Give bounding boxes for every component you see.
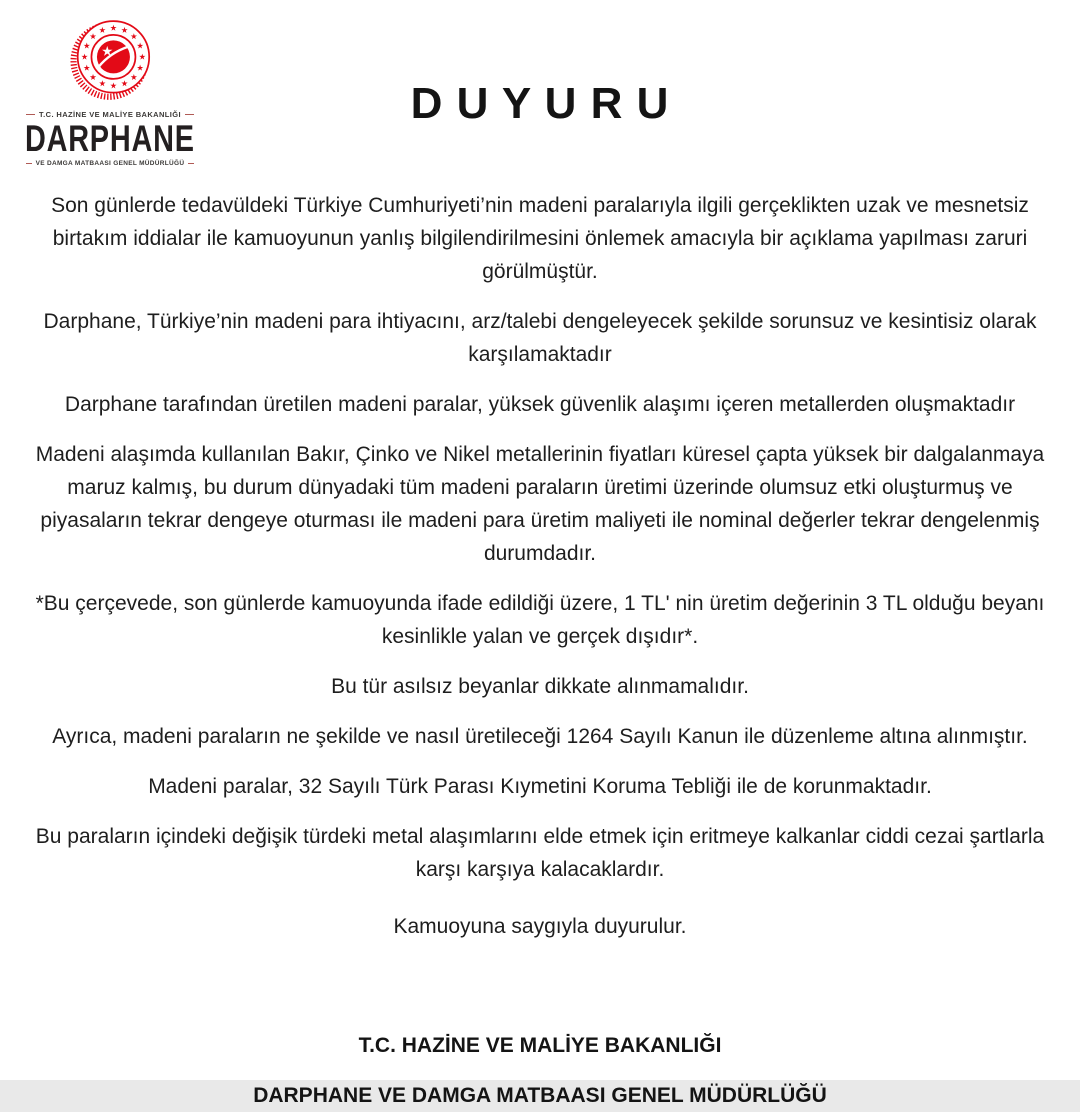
body-paragraph: Bu paraların içindeki değişik türdeki metal alaşımlarını elde etmek için eritmeye kalkanlar ciddi cezai şartlarla karşı karşıya kalacaklardır. [35,825,1045,881]
rule-left [26,163,32,164]
rule-right [188,163,194,164]
body-paragraph: Bu tür asılsız beyanlar dikkate alınmamalıdır. [331,675,749,698]
logo-ministry-line: T.C. HAZİNE VE MALİYE BAKANLIĞI [39,110,181,119]
logo-bottom-rule [26,160,194,167]
body-paragraph: Darphane tarafından üretilen madeni paralar, yüksek güvenlik alaşımı içeren metallerden oluşmaktadır [64,393,1016,416]
signature-block [30,1029,1050,1112]
body-paragraph: Ayrıca, madeni paraların ne şekilde ve nasıl üretileceği 1264 Sayılı Kanun ile düzenleme altına alınmıştır. [52,725,1028,748]
signature-directorate: DARPHANE VE DAMGA MATBAASI GENEL MÜDÜRLÜĞÜ [253,1084,827,1107]
announcement-body [30,189,1050,943]
header [0,0,1080,172]
body-paragraph: Darphane, Türkiye’nin madeni para ihtiyacını, arz/talebi dengeleyecek şekilde sorunsuz ve kesintisiz olarak karşılamaktadır [43,310,1037,366]
body-paragraph-closing: Kamuoyuna saygıyla duyurulur. [393,915,687,938]
signature-ministry: T.C. HAZİNE VE MALİYE BAKANLIĞI [358,1034,722,1057]
body-paragraph: Madeni alaşımda kullanılan Bakır, Çinko ve Nikel metallerinin fiyatları küresel çapta yüksek bir dalgalanmaya maruz kalmış, bu durum dünyadaki tüm madeni paraların üretimi üzerinde olumsuz etki oluşturmuş ve piyasaların tekrar dengeye oturması ile madeni para üretim maliyeti ile nominal değerler tekrar dengelenmiş durumdadır. [35,443,1045,565]
body-paragraph: Madeni paralar, 32 Sayılı Türk Parası Kıymetini Koruma Tebliği ile de korunmaktadır. [148,775,932,798]
page-title: D U Y U R U [410,79,670,128]
logo-subtitle-line: VE DAMGA MATBAASI GENEL MÜDÜRLÜĞÜ [35,159,185,167]
body-paragraph: *Bu çerçevede, son günlerde kamuoyunda ifade edildiği üzere, 1 TL' nin üretim değerinin 3 TL olduğu beyanı kesinlikle yalan ve gerçek dışıdır*. [35,592,1045,648]
body-paragraph: Son günlerde tedavüldeki Türkiye Cumhuriyeti’nin madeni paralarıyla ilgili gerçeklikten uzak ve mesnetsiz birtakım iddialar ile kamuoyunun yanlış bilgilendirilmesini önlemek amacıyla bir açıklama yapılması zaruri görülmüştür. [51,194,1029,283]
logo-wordmark: DARPHANE [25,118,195,159]
